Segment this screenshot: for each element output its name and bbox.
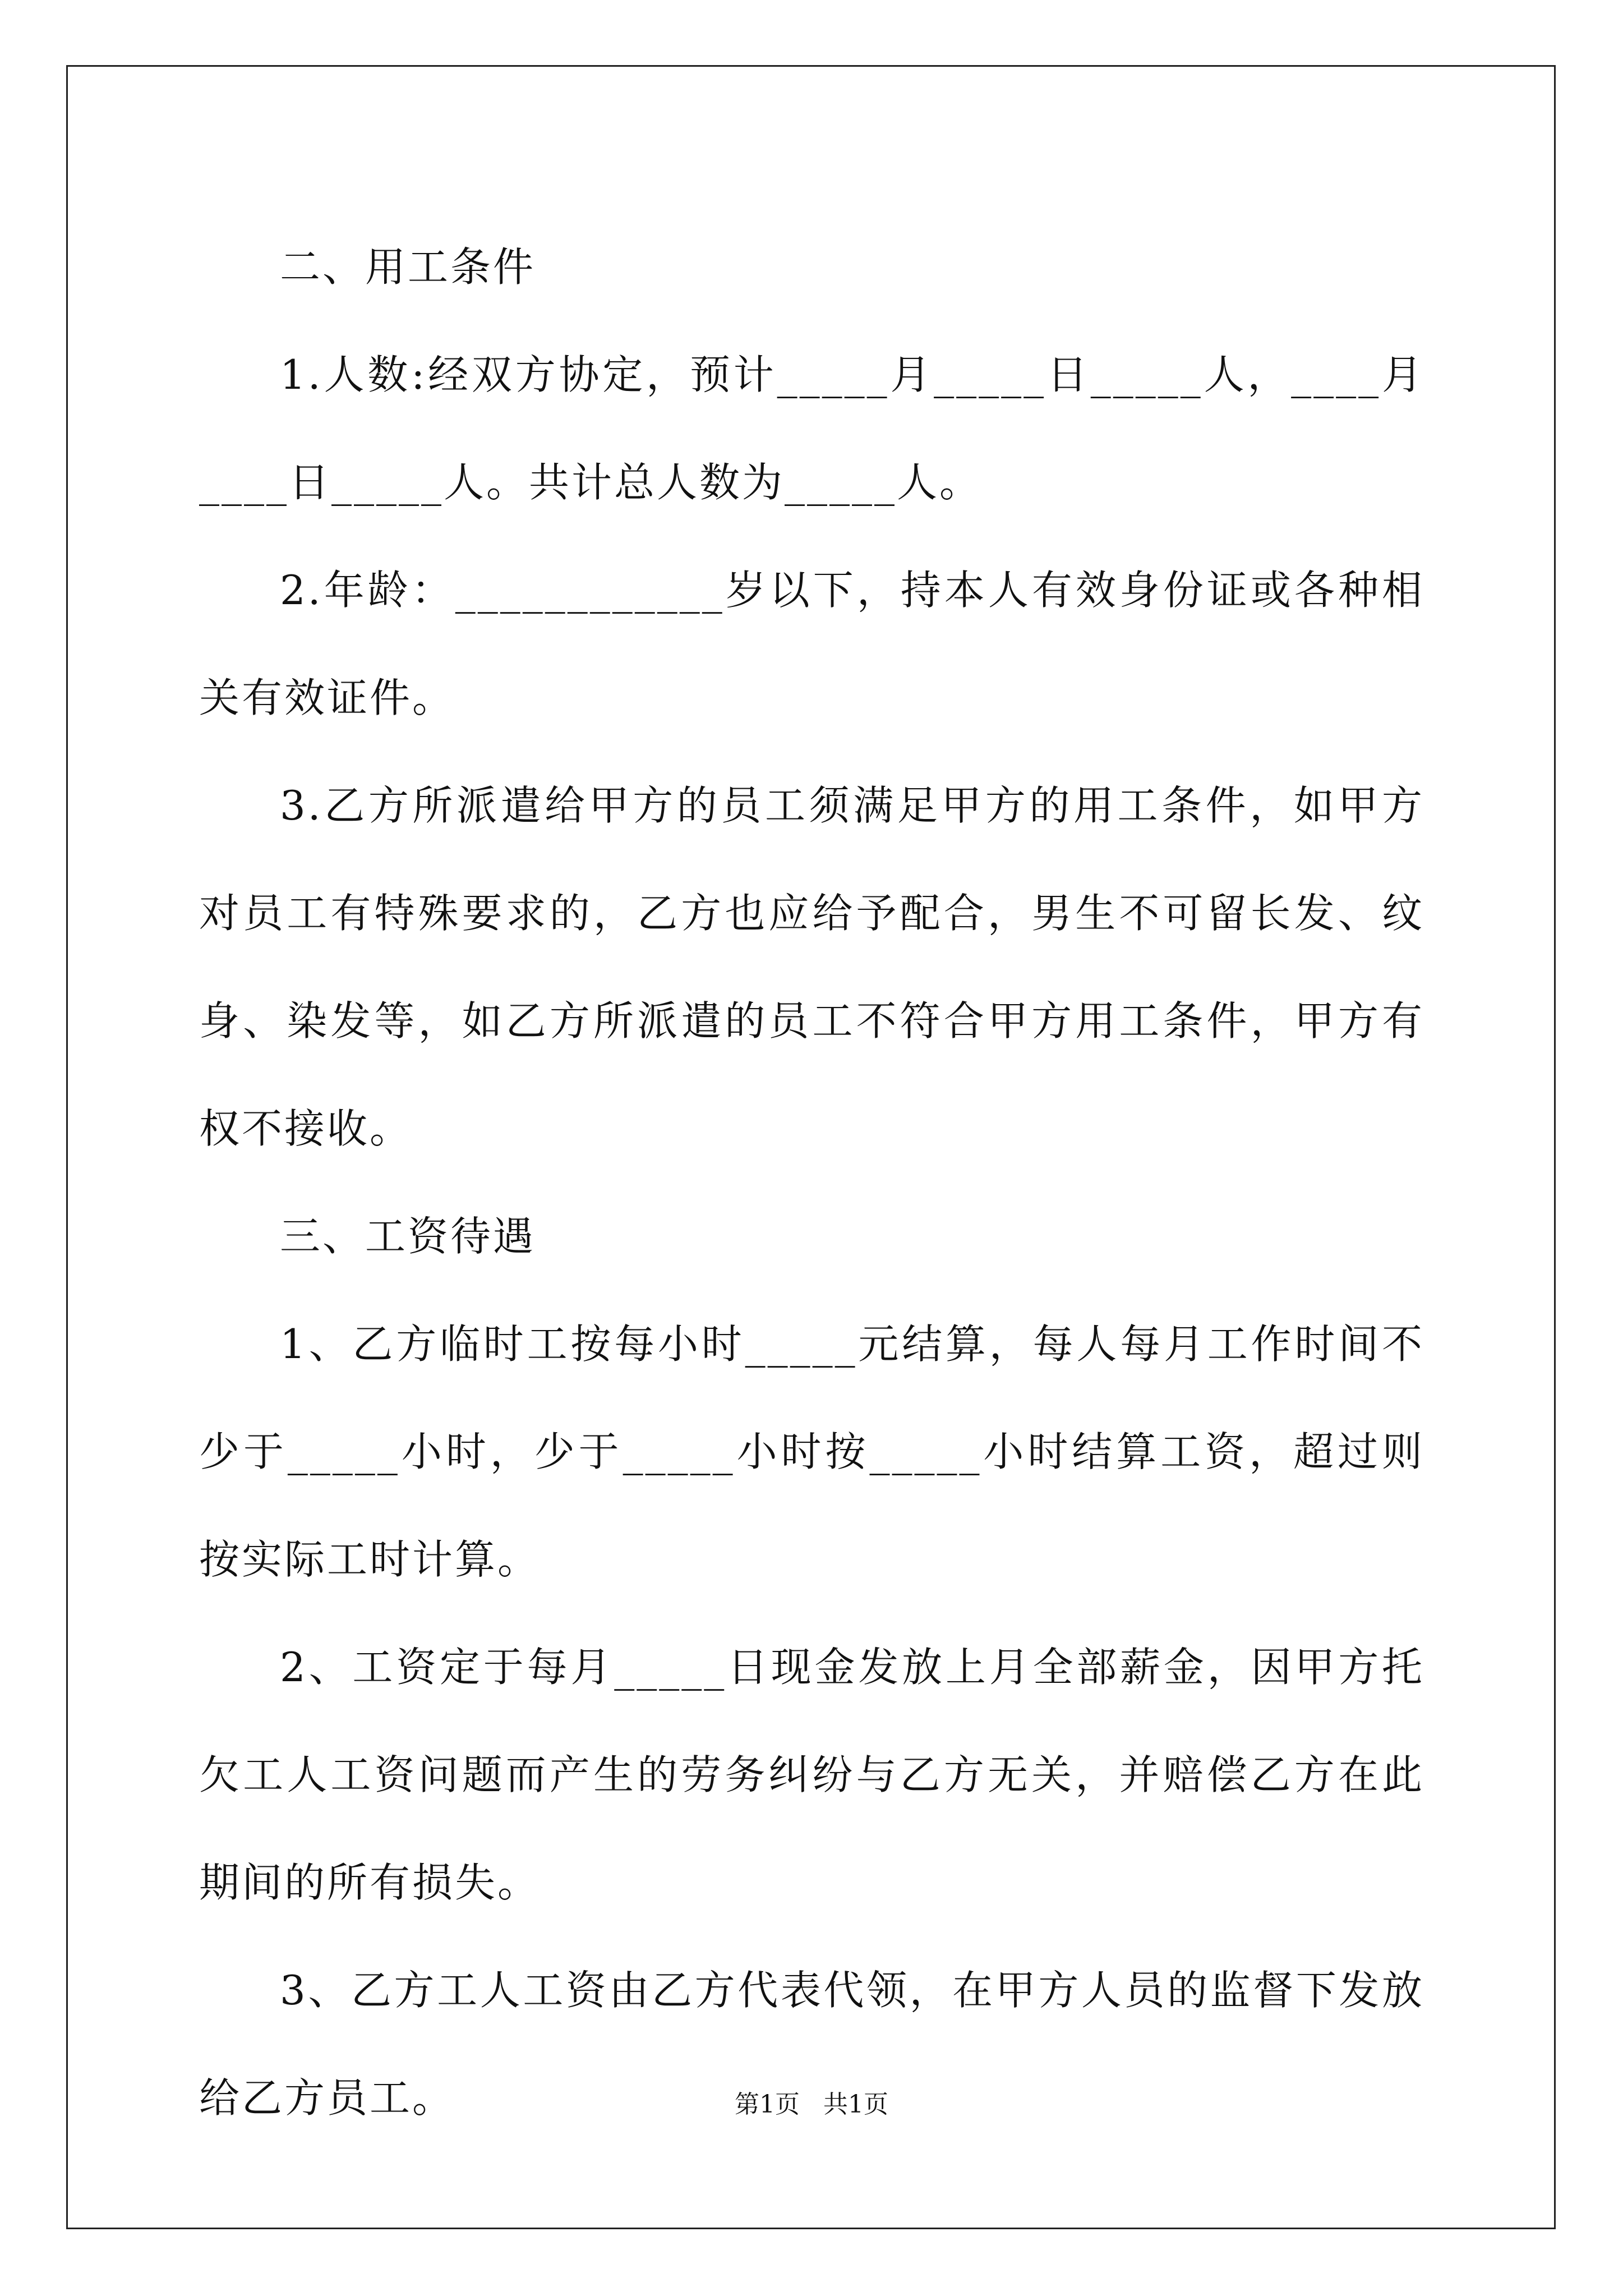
page-footer: 第1页 共1页 <box>735 2090 888 2119</box>
section-heading-employment-conditions: 二、用工条件 <box>280 243 536 291</box>
document-body <box>199 213 1424 2152</box>
paragraph-requirements: 3.乙方所派遣给甲方的员工须满足甲方的用工条件，如甲方对员工有特殊要求的，乙方也应给予配合，男生不可留长发、纹身、染发等，如乙方所派遣的员工不符合甲方用工条件，甲方有权不接收。 <box>199 782 1424 1152</box>
paragraph-age: 2.年龄：____________岁以下，持本人有效身份证或各种相关有效证件。 <box>199 567 1424 721</box>
paragraph-wage-distribution: 3、乙方工人工资由乙方代表代领，在甲方人员的监督下发放给乙方员工。 <box>199 1967 1424 2122</box>
paragraph-headcount: 1.人数:经双方协定，预计_____月_____日_____人，____月____日_____人。共计总人数为_____人。 <box>199 351 1424 506</box>
paragraph-hourly-rate: 1、乙方临时工按每小时_____元结算，每人每月工作时间不少于_____小时，少于_____小时按_____小时结算工资，超过则按实际工时计算。 <box>199 1320 1424 1583</box>
section-heading-wages: 三、工资待遇 <box>280 1213 536 1260</box>
paragraph-payday: 2、工资定于每月_____日现金发放上月全部薪金，因甲方托欠工人工资问题而产生的劳务纠纷与乙方无关，并赔偿乙方在此期间的所有损失。 <box>199 1644 1424 1906</box>
